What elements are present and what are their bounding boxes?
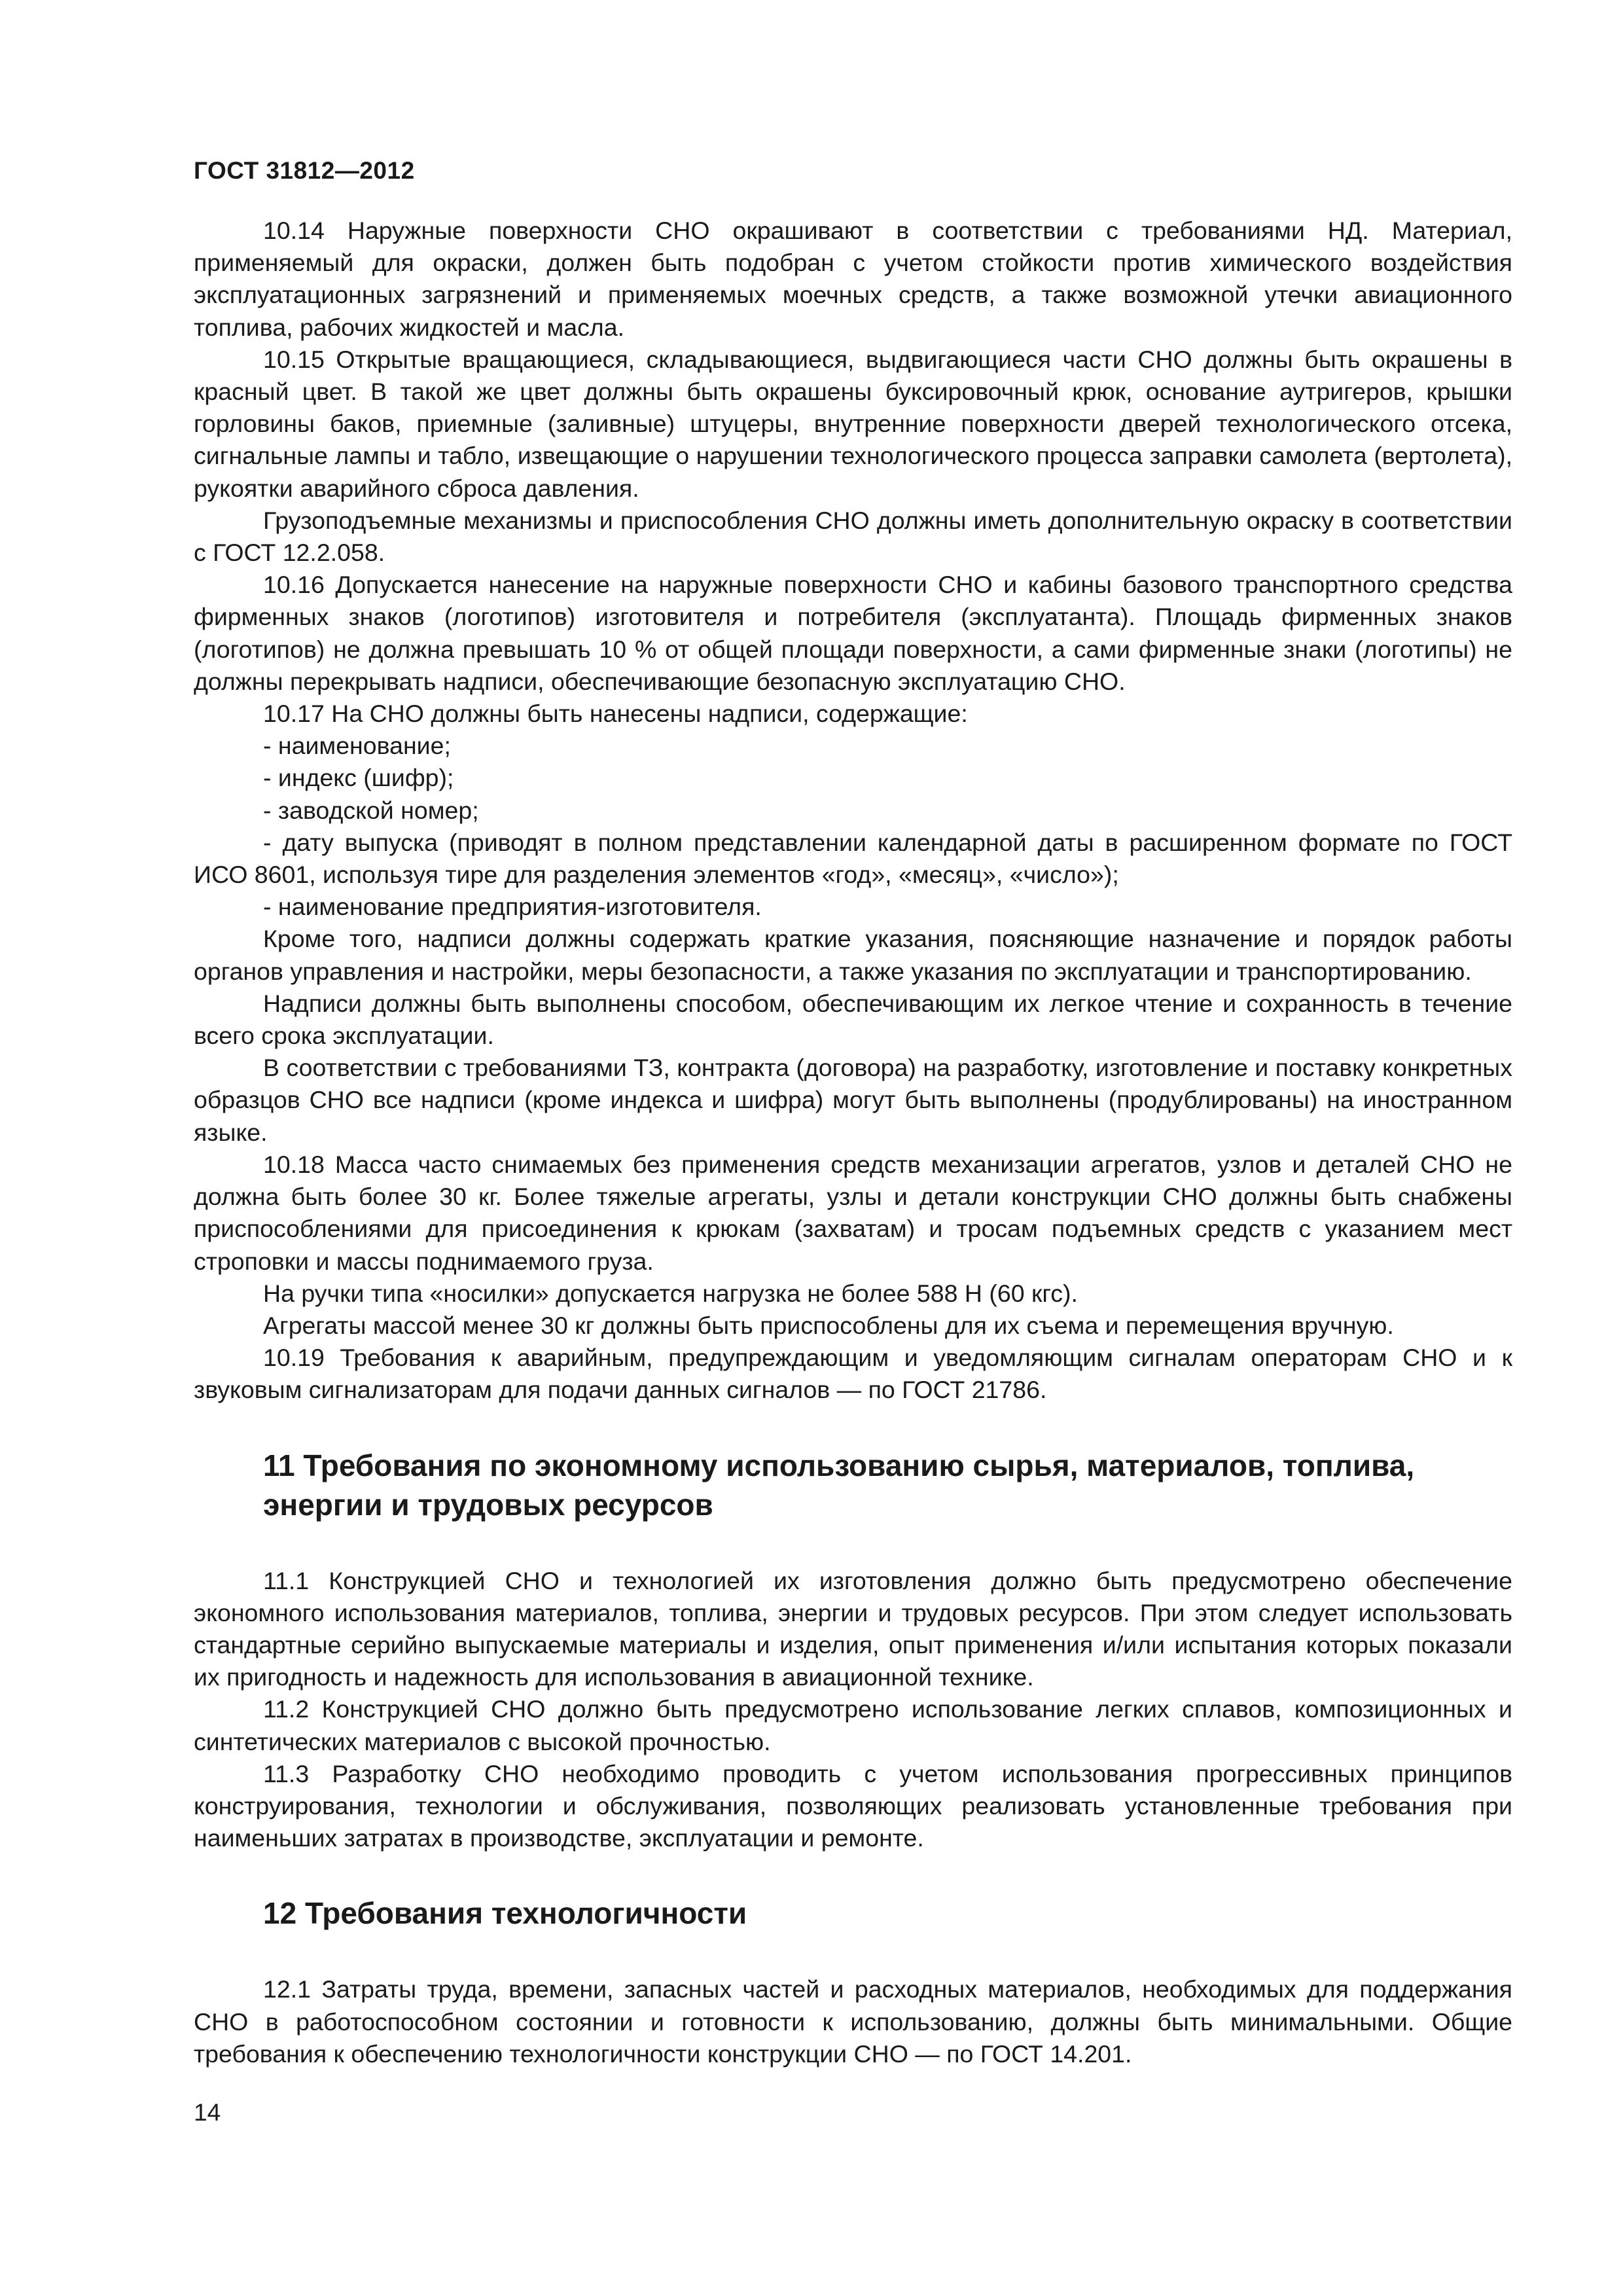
paragraph-10-17: 10.17 На СНО должны быть нанесены надписи, содержащие:: [263, 700, 968, 728]
paragraph-stretcher-load: На ручки типа «носилки» допускается нагрузка не более 588 Н (60 кгс).: [263, 1279, 1078, 1307]
list-item-serial-number: - заводской номер;: [263, 796, 479, 824]
paragraph-10-15: 10.15 Открытые вращающиеся, складывающиеся, выдвигающиеся части СНО должны быть окрашены в красный цвет. В такой же цвет должны быть окрашены буксировочный крюк, основание аутригеров, крышки горловины баков, приемные (заливные) штуцеры, внутренние поверхности дверей технологического отсека, сигнальные лампы и табло, извещающие о нарушении технологического процесса заправки самолета (вертолета), рукоятки аварийного сброса давления.: [194, 345, 1512, 502]
list-item-manufacturer: - наименование предприятия-изготовителя.: [263, 893, 762, 921]
paragraph-12-1: 12.1 Затраты труда, времени, запасных частей и расходных материалов, необходимых для поддержания СНО в работоспособном состоянии и готовности к использованию, должны быть минимальными. Общие требования к обеспечению технологичности конструкции СНО — по ГОСТ 14.201.: [194, 1975, 1512, 2068]
list-item-index: - индекс (шифр);: [263, 764, 454, 792]
paragraph-10-18: 10.18 Масса часто снимаемых без применения средств механизации агрегатов, узлов и деталей СНО не должна быть более 30 кг. Более тяжелые агрегаты, узлы и детали конструкции СНО должны быть снабжены приспособлениями для присоединения к крюкам (захватам) и тросам подъемных средств с указанием мест строповки и массы поднимаемого груза.: [194, 1150, 1512, 1275]
document-code-header: ГОСТ 31812—2012: [194, 157, 415, 184]
section-12-heading: 12 Требования технологичности: [263, 1896, 747, 1931]
paragraph-10-14: 10.14 Наружные поверхности СНО окрашивают в соответствии с требованиями НД. Материал, применяемый для окраски, должен быть подобран с учетом стойкости против химического воздействия эксплуатационных загрязнений и применяемых моечных средств, а также возможной утечки авиационного топлива, рабочих жидкостей и масла.: [194, 217, 1512, 341]
page-number: 14: [194, 2099, 221, 2126]
list-item-release-date: - дату выпуска (приводят в полном представлении календарной даты в расширенном формате по ГОСТ ИСО 8601, используя тире для разделения элементов «год», «месяц», «число»);: [194, 828, 1512, 889]
list-item-name: - наименование;: [263, 732, 451, 760]
page-content: [194, 215, 1512, 2070]
paragraph-lifting-mechanisms: Грузоподъемные механизмы и приспособления СНО должны иметь дополнительную окраску в соответствии с ГОСТ 12.2.058.: [194, 506, 1512, 567]
section-11-heading: 11 Требования по экономному использованию сырья, материалов, топлива, энергии и трудовых ресурсов: [263, 1448, 1415, 1522]
paragraph-manual-units: Агрегаты массой менее 30 кг должны быть приспособлены для их съема и перемещения вручную.: [263, 1311, 1394, 1339]
paragraph-11-2: 11.2 Конструкцией СНО должно быть предусмотрено использование легких сплавов, композиционных и синтетических материалов с высокой прочностью.: [194, 1695, 1512, 1755]
paragraph-foreign-language: В соответствии с требованиями ТЗ, контракта (договора) на разработку, изготовление и поставку конкретных образцов СНО все надписи (кроме индекса и шифра) могут быть выполнены (продублированы) на иностранном языке.: [194, 1054, 1512, 1146]
paragraph-10-19: 10.19 Требования к аварийным, предупреждающим и уведомляющим сигналам операторам СНО и к звуковым сигнализаторам для подачи данных сигналов — по ГОСТ 21786.: [194, 1344, 1512, 1404]
paragraph-11-3: 11.3 Разработку СНО необходимо проводить с учетом использования прогрессивных принципов конструирования, технологии и обслуживания, позволяющих реализовать установленные требования при наименьших затратах в производстве, эксплуатации и ремонте.: [194, 1759, 1512, 1852]
paragraph-10-16: 10.16 Допускается нанесение на наружные поверхности СНО и кабины базового транспортного средства фирменных знаков (логотипов) изготовителя и потребителя (эксплуатанта). Площадь фирменных знаков (логотипов) не должна превышать 10 % от общей площади поверхности, а сами фирменные знаки (логотипы) не должны перекрывать надписи, обеспечивающие безопасную эксплуатацию СНО.: [194, 571, 1512, 695]
paragraph-11-1: 11.1 Конструкцией СНО и технологией их изготовления должно быть предусмотрено обеспечение экономного использования материалов, топлива, энергии и трудовых ресурсов. При этом следует использовать стандартные серийно выпускаемые материалы и изделия, опыт применения и/или испытания которых показали их пригодность и надежность для использования в авиационной технике.: [194, 1566, 1512, 1691]
paragraph-instructions: Кроме того, надписи должны содержать краткие указания, поясняющие назначение и порядок работы органов управления и настройки, меры безопасности, а также указания по эксплуатации и транспортированию.: [194, 925, 1512, 985]
paragraph-legibility: Надписи должны быть выполнены способом, обеспечивающим их легкое чтение и сохранность в течение всего срока эксплуатации.: [194, 989, 1512, 1050]
